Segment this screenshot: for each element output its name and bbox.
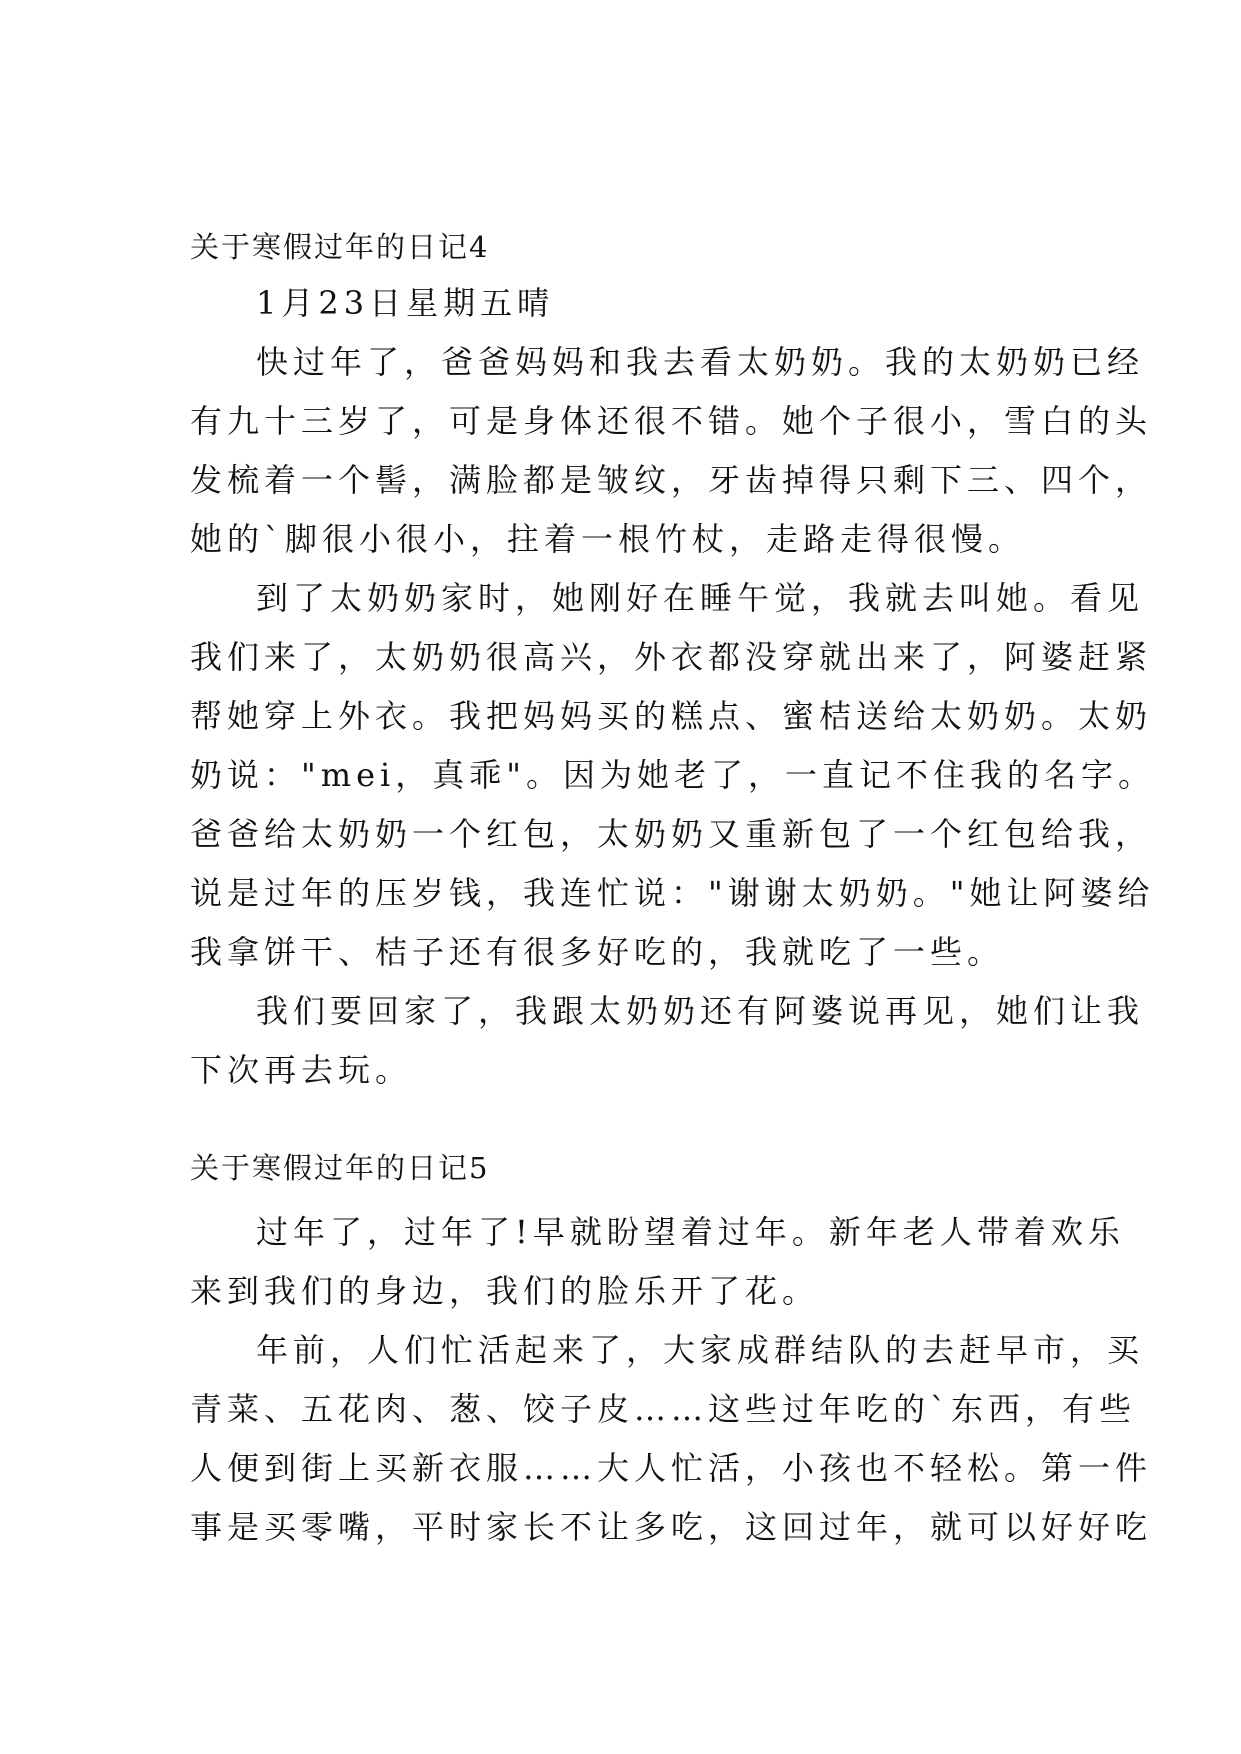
paragraph-line: 到了太奶奶家时，她刚好在睡午觉，我就去叫她。看见 — [256, 579, 1145, 617]
paragraph-line: 她的`脚很小很小，拄着一根竹杖，走路走得很慢。 — [190, 520, 1026, 558]
paragraph-line: 说是过年的压岁钱，我连忙说："谢谢太奶奶。"她让阿婆给 — [190, 874, 1155, 912]
paragraph-line: 我们来了，太奶奶很高兴，外衣都没穿就出来了，阿婆赶紧 — [190, 638, 1153, 676]
paragraph-line: 有九十三岁了，可是身体还很不错。她个子很小，雪白的头 — [190, 402, 1153, 440]
paragraph-line: 过年了，过年了!早就盼望着过年。新年老人带着欢乐 — [256, 1213, 1125, 1251]
paragraph-line: 奶说："mei，真乖"。因为她老了，一直记不住我的名字。 — [190, 756, 1155, 794]
paragraph-line: 我拿饼干、桔子还有很多好吃的，我就吃了一些。 — [190, 933, 1005, 971]
section-title: 关于寒假过年的日记4 — [190, 230, 490, 264]
diary-date: 1月23日星期五晴 — [256, 284, 555, 322]
paragraph-line: 爸爸给太奶奶一个红包，太奶奶又重新包了一个红包给我， — [190, 815, 1153, 853]
paragraph-line: 下次再去玩。 — [190, 1051, 413, 1089]
paragraph-line: 事是买零嘴，平时家长不让多吃，这回过年，就可以好好吃 — [190, 1508, 1153, 1546]
section-title: 关于寒假过年的日记5 — [190, 1151, 490, 1185]
paragraph-line: 帮她穿上外衣。我把妈妈买的糕点、蜜桔送给太奶奶。太奶 — [190, 697, 1153, 735]
paragraph-line: 我们要回家了，我跟太奶奶还有阿婆说再见，她们让我 — [256, 992, 1145, 1030]
paragraph-line: 年前，人们忙活起来了，大家成群结队的去赶早市，买 — [256, 1331, 1145, 1369]
paragraph-line: 来到我们的身边，我们的脸乐开了花。 — [190, 1272, 820, 1310]
paragraph-line: 发梳着一个髻，满脸都是皱纹，牙齿掉得只剩下三、四个， — [190, 461, 1153, 499]
paragraph-line: 快过年了，爸爸妈妈和我去看太奶奶。我的太奶奶已经 — [256, 343, 1145, 381]
paragraph-line: 人便到街上买新衣服……大人忙活，小孩也不轻松。第一件 — [190, 1449, 1153, 1487]
paragraph-line: 青菜、五花肉、葱、饺子皮……这些过年吃的`东西，有些 — [190, 1390, 1137, 1428]
